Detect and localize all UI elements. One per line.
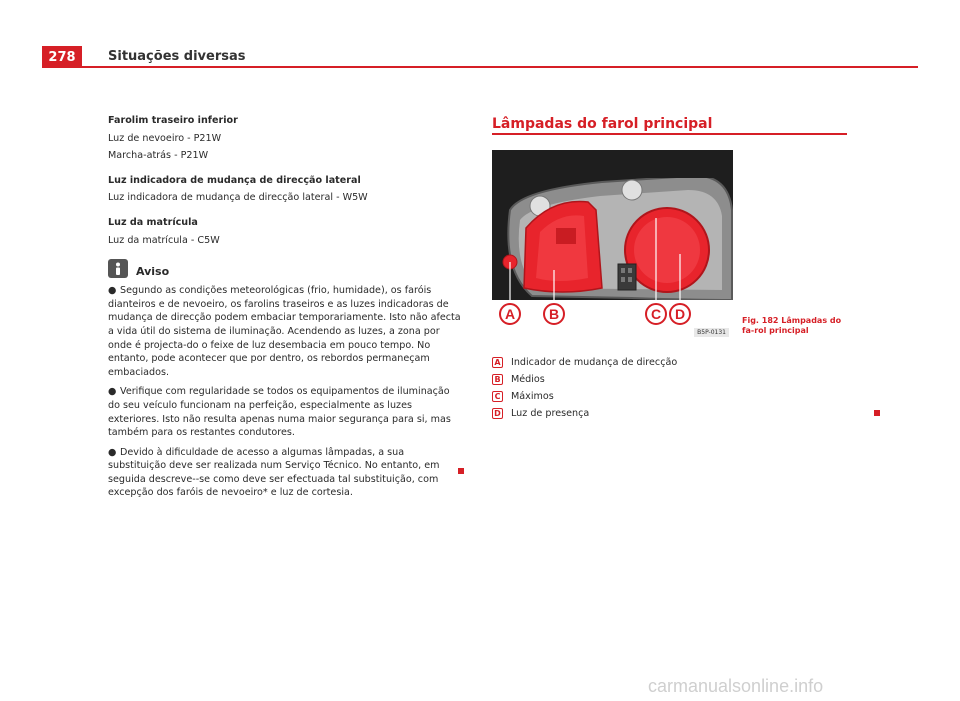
svg-text:B: B [548,306,560,322]
legend-item [492,371,872,388]
legend-text: Máximos [511,391,554,402]
section-heading-lower-tail-light: Farolim traseiro inferior [108,115,238,126]
figure-label-d [670,304,690,324]
bullet-icon: ● [108,446,117,458]
section-title: Lâmpadas do farol principal [492,116,713,132]
page-number: 278 [42,46,82,68]
watermark: carmanualsonline.info [648,676,824,696]
legend-key: C [492,391,503,402]
section-rule [492,133,847,135]
svg-text:A: A [504,306,516,322]
spec-line: Luz indicadora de mudança de direcção lateral - W5W [108,192,368,204]
warning-bullet: ● Segundo as condições meteorológicas (frio, humidade), os faróis dianteiros e de nevoeiro, os farolins traseiros e as luzes indicadoras de mudança de direcção podem embaciar temporariamente. Isto não afecta a vida útil do sistema de iluminação. Acendendo as luzes, a zona por onde é projecta-do o feixe de luz desembacia em pouco tempo. No entanto, pode acontecer que por dentro, os rebordos permaneçam embaciados. [108,285,461,378]
warning-bullet: ● Devido à dificuldade de acesso a algumas lâmpadas, a sua substituição deve ser realizada num Serviço Técnico. No entanto, em seguida descreve--se como deve ser efectuada tal substituição, com excepção dos faróis de nevoeiro* e luz de cortesia. [108,446,440,499]
figure-label-b [544,304,564,324]
figure-caption: Fig. 182 Lâmpadas do fa-rol principal [742,316,842,335]
spec-line: Luz de nevoeiro - P21W [108,132,222,144]
legend-key: D [492,408,503,419]
headlight-illustration [492,150,733,340]
legend-key: B [492,374,503,385]
figure-label-a [500,304,520,324]
warning-header [108,259,464,278]
legend-key: A [492,357,503,368]
spec-line: Marcha-atrás - P21W [108,150,209,162]
section-end-mark [874,410,880,416]
legend-text: Luz de presença [511,408,590,419]
legend-text: Médios [511,374,545,385]
left-column [108,114,464,506]
headlight-figure [492,150,733,340]
figure-label-c [646,304,666,324]
svg-text:C: C [650,306,662,322]
legend-item [492,354,872,371]
svg-text:D: D [674,306,686,322]
section-heading-side-indicator: Luz indicadora de mudança de direcção lateral [108,174,361,186]
legend-item [492,405,872,422]
running-title: Situações diversas [108,49,246,64]
header-rule [42,66,918,68]
warning-bullet: ● Verifique com regularidade se todos os equipamentos de iluminação do seu veículo funcionam na perfeição, especialmente as luzes exteriores. Isto não resulta apenas numa maior segurança para si, mas também para os restantes condutores. [108,386,451,439]
bullet-icon: ● [108,386,117,398]
warning-label: Aviso [136,264,170,278]
section-end-mark [458,468,464,474]
figure-code: B5P-0131 [694,328,729,337]
legend-item [492,388,872,405]
legend-text: Indicador de mudança de direcção [511,357,678,368]
figure-legend [492,354,872,422]
info-warning-icon [108,259,128,278]
bullet-icon: ● [108,285,117,297]
section-heading-plate-light: Luz da matrícula [108,216,198,228]
spec-line: Luz da matrícula - C5W [108,234,220,246]
